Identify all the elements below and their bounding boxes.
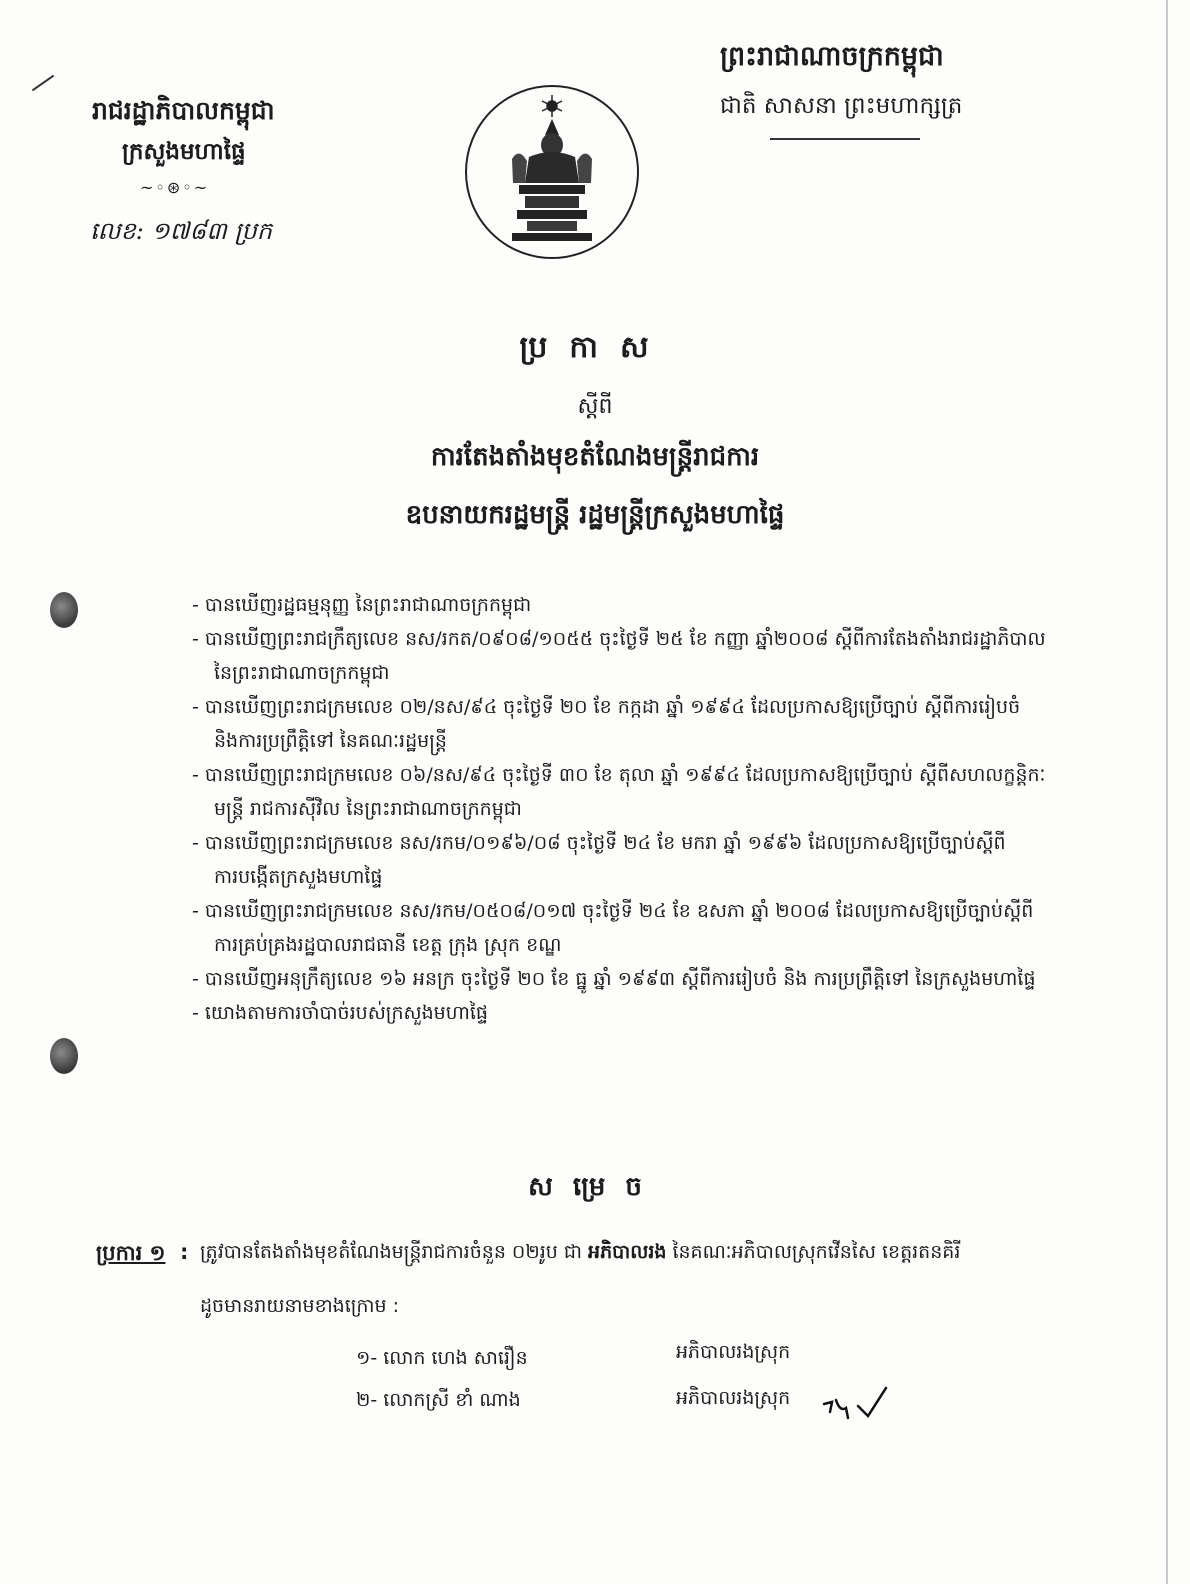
- article-1-position-title: អភិបាលរង: [588, 1241, 667, 1263]
- scan-edge-line: [1166, 0, 1168, 1584]
- punch-hole-top: [50, 592, 78, 628]
- recitals-list: [192, 588, 1102, 1030]
- recital-continuation: នៃព្រះរាជាណាចក្រកម្ពុជា: [214, 662, 390, 684]
- royal-emblem-icon: [467, 87, 637, 257]
- article-1-text-after: នៃគណៈអភិបាលស្រុកវើនសៃ ខេត្តរតនគិរី: [666, 1241, 961, 1263]
- stray-pen-mark: [32, 75, 54, 92]
- recital-item: - បានឃើញព្រះរាជក្រមលេខ ០២/នស/៩៤ ចុះថ្ងៃទី ២០ ខែ កក្កដា ឆ្នាំ ១៩៩៤ ដែលប្រកាសឱ្យប្រើច្បាប់ ស្តីពីការរៀបចំ: [192, 696, 1021, 718]
- recital-item: - បានឃើញព្រះរាជក្រមលេខ នស/រកម/០១៩៦/០៨ ចុះថ្ងៃទី ២៤ ខែ មករា ឆ្នាំ ១៩៩៦ ដែលប្រកាសឱ្យប្រើច្បាប់ស្តីពី: [192, 832, 1006, 854]
- recital-item: - បានឃើញរដ្ឋធម្មនុញ្ញ នៃព្រះរាជាណាចក្រកម្ពុជា: [192, 594, 532, 616]
- recital-continuation: ការគ្រប់គ្រងរដ្ឋបាលរាជធានី ខេត្ត ក្រុង ស្រុក ខណ្ឌ: [214, 934, 562, 956]
- article-1-text: [200, 1240, 960, 1268]
- recital-item: - បានឃើញព្រះរាជក្រឹត្យលេខ នស/រកត/០៩០៨/១០៥៥ ចុះថ្ងៃទី ២៥ ខែ កញ្ញា ឆ្នាំ២០០៨ ស្តីពីការតែងតាំងរាជរដ្ឋាភិបាល: [192, 628, 1046, 650]
- subject-line-2: ឧបនាយករដ្ឋមន្ត្រី រដ្ឋមន្ត្រីក្រសួងមហាផ្ទៃ: [405, 500, 785, 530]
- subject-line-1: ការតែងតាំងមុខតំណែងមន្ត្រីរាជការ: [430, 442, 760, 472]
- recital-item: - បានឃើញព្រះរាជក្រមលេខ ០៦/នស/៩៤ ចុះថ្ងៃទី ៣០ ខែ តុលា ឆ្នាំ ១៩៩៤ ដែលប្រកាសឱ្យប្រើច្បាប់ ស្តីពីសហលក្ខន្តិកៈ: [192, 764, 1046, 786]
- appointee-name: ២- លោកស្រី ខាំ ណាង: [356, 1389, 521, 1411]
- royal-emblem: [465, 85, 639, 259]
- article-1-text-before: ត្រូវបានតែងតាំងមុខតំណែងមន្ត្រីរាជការចំនួន ០២រូប ជា: [200, 1241, 589, 1263]
- kingdom-name: ព្រះរាជាណាចក្រកម្ពុជា: [720, 41, 944, 72]
- recital-item: - បានឃើញអនុក្រឹត្យលេខ ១៦ អនក្រ ចុះថ្ងៃទី ២០ ខែ ធ្នូ ឆ្នាំ ១៩៩៣ ស្តីពីការរៀបចំ និង ការប្រព្រឹត្តិទៅ នៃក្រសួងមហាផ្ទៃ: [192, 968, 1036, 990]
- recital-continuation: ការបង្កើតក្រសួងមហាផ្ទៃ: [214, 866, 383, 888]
- punch-hole-bottom: [50, 1038, 78, 1074]
- article-1-label: ប្រការ ១: [96, 1241, 166, 1265]
- appointee-role: អភិបាលរងស្រុក: [676, 1387, 791, 1409]
- appointee-name: ១- លោក ហេង សារឿន: [356, 1347, 528, 1369]
- national-motto: ជាតិ សាសនា ព្រះមហាក្សត្រ: [720, 93, 963, 119]
- government-name: រាជរដ្ឋាភិបាលកម្ពុជា: [92, 96, 275, 125]
- document-type-heading: ប្រកាស: [519, 330, 671, 365]
- recital-item: - បានឃើញព្រះរាជក្រមលេខ នស/រកម/០៥០៨/០១៧ ចុះថ្ងៃទី ២៤ ខែ ឧសភា ឆ្នាំ ២០០៨ ដែលប្រកាសឱ្យប្រើច្បាប់ស្តីពី: [192, 900, 1034, 922]
- article-1-colon: :: [180, 1240, 189, 1264]
- handwritten-initials-icon: [818, 1382, 898, 1422]
- recital-continuation: និងការប្រព្រឹត្តិទៅ នៃគណៈរដ្ឋមន្ត្រី: [214, 730, 447, 752]
- recital-item: - យោងតាមការចាំបាច់របស់ក្រសួងមហាផ្ទៃ: [192, 1002, 488, 1024]
- decision-heading: សម្រេច: [528, 1172, 662, 1202]
- ministry-name: ក្រសួងមហាផ្ទៃ: [122, 139, 246, 165]
- appointee-role: អភិបាលរងស្រុក: [676, 1341, 791, 1363]
- motto-divider: [770, 138, 920, 140]
- reference-number: លេខ: ១៧៨៣ ប្រក: [90, 217, 273, 245]
- decorative-ornament: ~◦⊛◦~: [140, 178, 210, 197]
- article-1-line-2: ដូចមានរាយនាមខាងក្រោម :: [200, 1295, 400, 1317]
- concerning-label: ស្តីពី: [577, 394, 613, 419]
- recital-continuation: មន្ត្រី រាជការស៊ីវិល នៃព្រះរាជាណាចក្រកម្ពុជា: [214, 798, 522, 820]
